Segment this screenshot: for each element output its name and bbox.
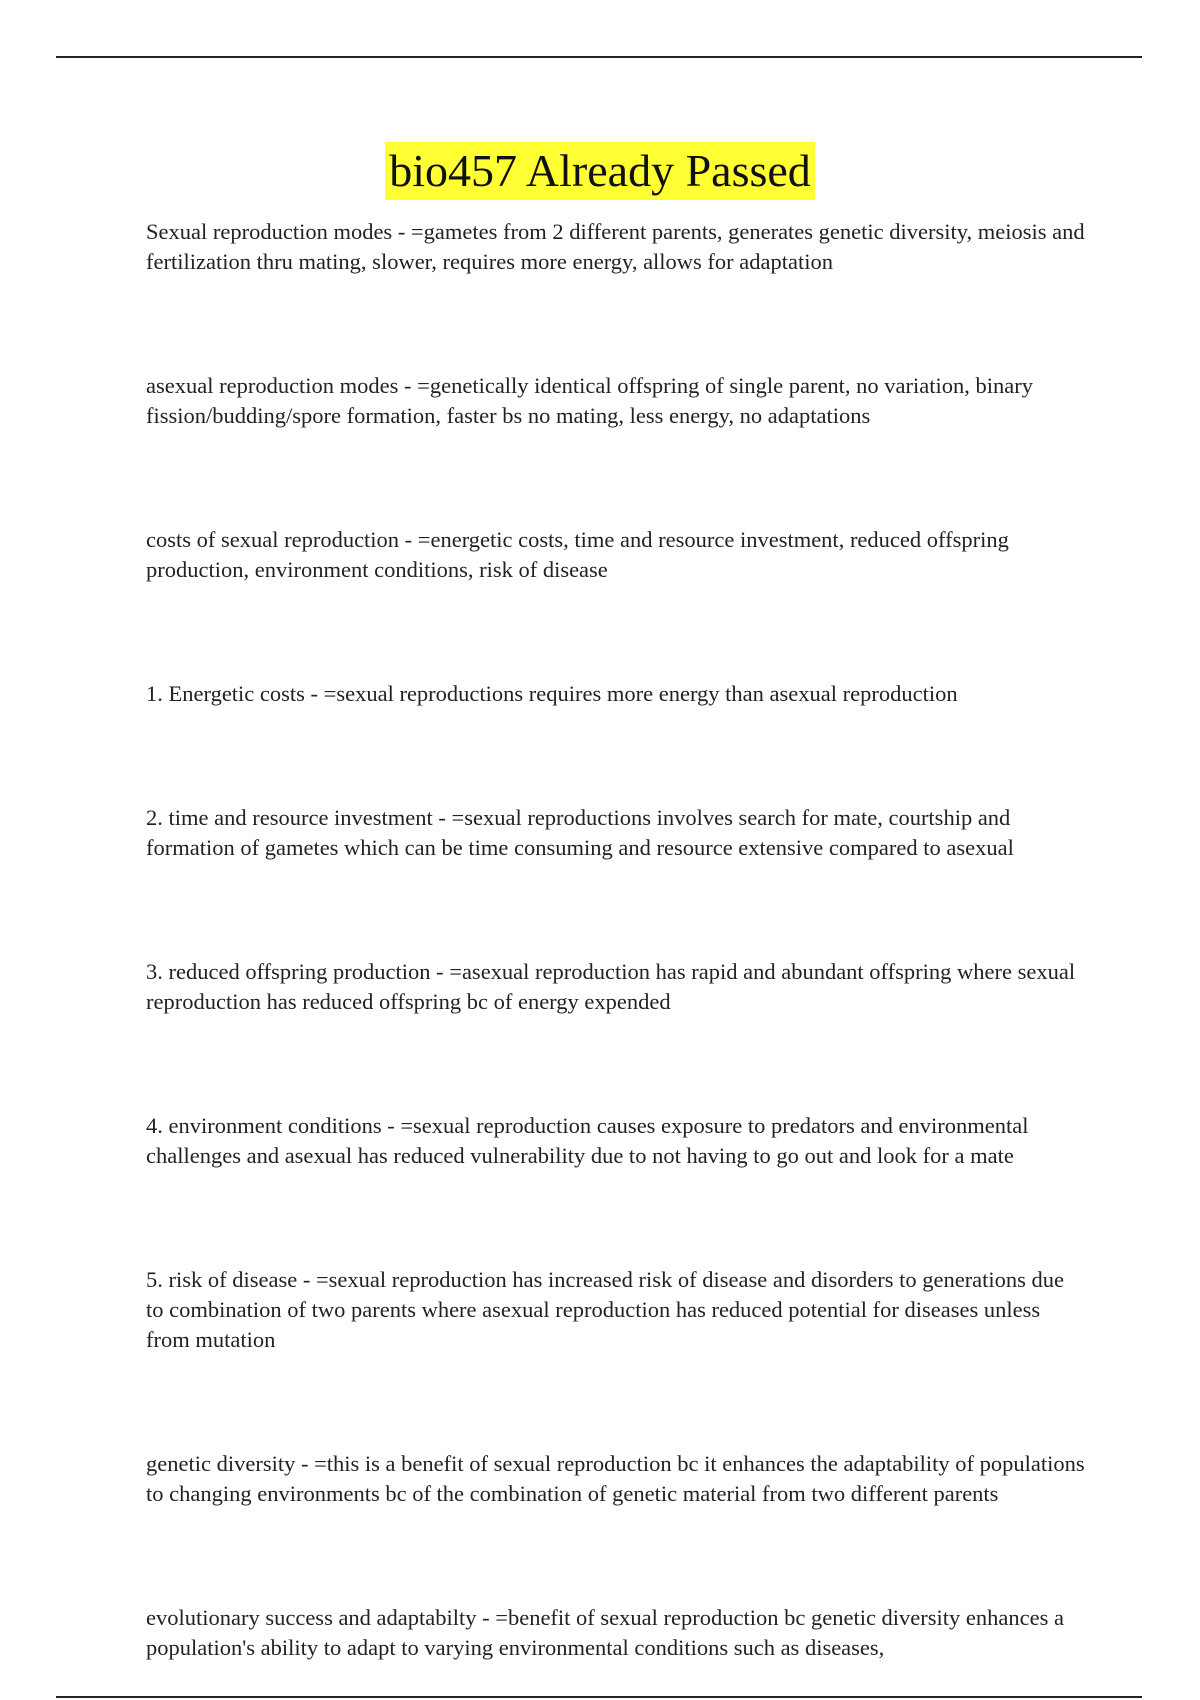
- entry-energetic-costs: 1. Energetic costs - =sexual reproductions requires more energy than asexual reproduction: [146, 681, 958, 706]
- top-rule: [56, 56, 1142, 58]
- entry-costs-of-sexual-reproduction: costs of sexual reproduction - =energetic costs, time and resource investment, reduced offspring production, environment conditions, risk of disease: [146, 527, 1009, 582]
- entry-time-and-resource-investment: 2. time and resource investment - =sexual reproductions involves search for mate, courtship and formation of gametes which can be time consuming and resource extensive compared to asexual: [146, 805, 1014, 860]
- entry-asexual-reproduction-modes: asexual reproduction modes - =genetically identical offspring of single parent, no variation, binary fission/budding/spore formation, faster bs no mating, less energy, no adaptations: [146, 373, 1034, 428]
- entry-list: [146, 217, 1086, 1663]
- entry-genetic-diversity: genetic diversity - =this is a benefit of sexual reproduction bc it enhances the adaptability of populations to changing environments bc of the combination of genetic material from two different parents: [146, 1451, 1085, 1506]
- entry-environment-conditions: 4. environment conditions - =sexual reproduction causes exposure to predators and environmental challenges and asexual has reduced vulnerability due to not having to go out and look for a mate: [146, 1113, 1029, 1168]
- entry-risk-of-disease: 5. risk of disease - =sexual reproduction has increased risk of disease and disorders to generations due to combination of two parents where asexual reproduction has reduced potential for diseases unless from mutation: [146, 1267, 1065, 1352]
- entry-reduced-offspring-production: 3. reduced offspring production - =asexual reproduction has rapid and abundant offspring where sexual reproduction has reduced offspring bc of energy expended: [146, 959, 1076, 1014]
- bottom-rule: [56, 1696, 1142, 1698]
- document-title: bio457 Already Passed: [385, 142, 815, 200]
- entry-sexual-reproduction-modes: Sexual reproduction modes - =gametes from 2 different parents, generates genetic diversity, meiosis and fertilization thru mating, slower, requires more energy, allows for adaptation: [146, 219, 1085, 274]
- entry-evolutionary-success: evolutionary success and adaptabilty - =benefit of sexual reproduction bc genetic diversity enhances a population's ability to adapt to varying environmental conditions such as diseases,: [146, 1605, 1064, 1660]
- title-block: [0, 142, 1200, 200]
